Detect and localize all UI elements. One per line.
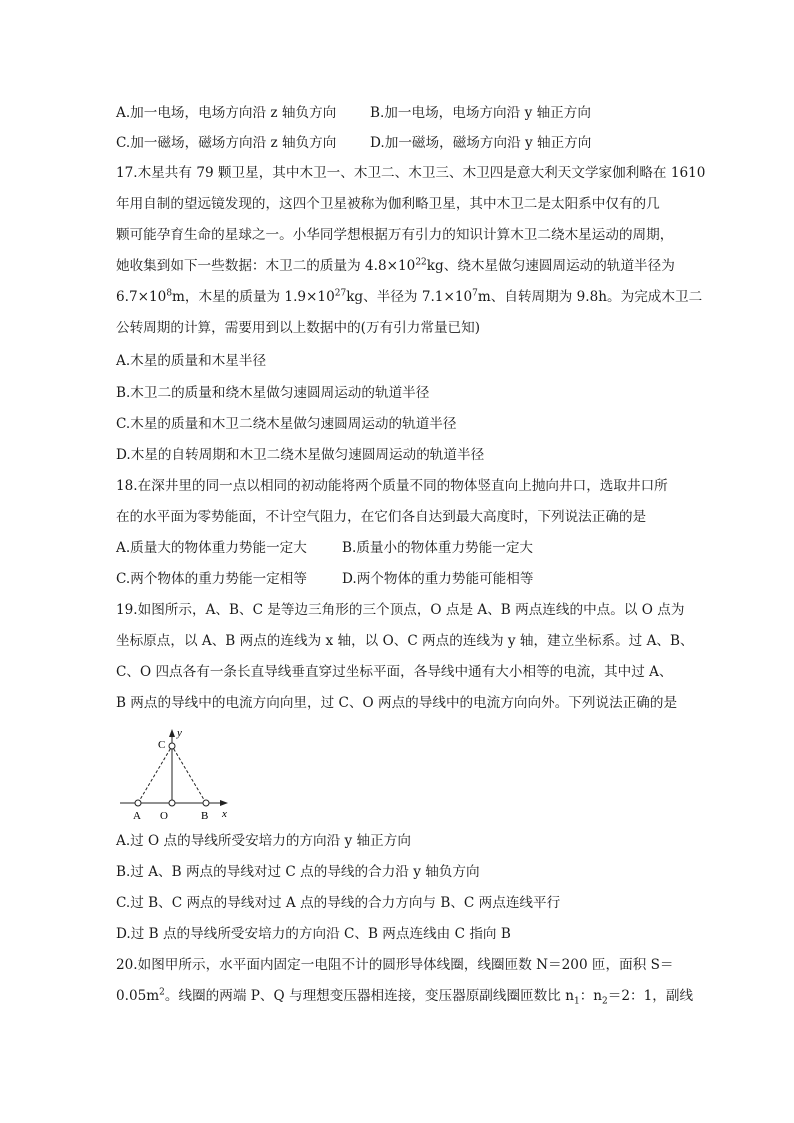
q18-option-c: C.两个物体的重力势能一定相等 [116,571,307,587]
q18-line-1: 18.在深井里的同一点以相同的初动能将两个质量不同的物体竖直向上抛向井口，选取井口所 [116,478,668,494]
q20-subscript-1: 1 [573,996,580,1007]
y-axis-arrow-icon [169,729,175,737]
q17-line-4 [116,257,675,275]
q17-line-4-text-b: kg、绕木星做匀速圆周运动的轨道半径为 [426,258,675,274]
q17-option-b: B.木卫二的质量和绕木星做匀速圆周运动的轨道半径 [116,385,430,401]
point-b-label: B [201,810,209,822]
q17-option-c: C.木星的质量和木卫二绕木星做匀速圆周运动的轨道半径 [116,416,457,432]
point-c-label: C [158,739,166,751]
q16-option-d: D.加一磁场，磁场方向沿 y 轴正方向 [370,135,592,151]
point-a-marker [135,800,141,806]
q20-line-1: 20.如图甲所示，水平面内固定一电阻不计的圆形导体线圈，线圈匝数 N＝200 匝，面积 S＝ [116,957,674,973]
q17-line-5-text-a: 6.7×10 [116,289,167,305]
q18-option-a: A.质量大的物体重力势能一定大 [116,540,307,556]
q17-option-d: D.木星的自转周期和木卫二绕木星做匀速圆周运动的轨道半径 [116,447,485,463]
q20-line-2-text-b: 。线圈的两端 P、Q 与理想变压器相连接，变压器原副线圈匝数比 n [164,988,574,1004]
q19-option-b: B.过 A、B 两点的导线对过 C 点的导线的合力沿 y 轴负方向 [116,864,480,880]
q16-option-a: A.加一电场，电场方向沿 z 轴负方向 [116,105,337,121]
q18-option-row-1 [116,539,534,557]
q17-exponent-1: 22 [415,257,427,268]
point-a-label: A [133,810,141,822]
q18-option-b: B.质量小的物体重力势能一定大 [342,540,534,556]
dashed-side-ac [138,746,172,803]
point-o-marker [169,800,175,806]
q19-option-d: D.过 B 点的导线所受安培力的方向沿 C、B 两点连线由 C 指向 B [116,926,511,942]
q19-line-2: 坐标原点，以 A、B 两点的连线为 x 轴，以 O、C 两点的连线为 y 轴，建立坐标系。过 A、B、 [116,633,694,649]
q19-line-3: C、O 四点各有一条长直导线垂直穿过坐标平面，各导线中通有大小相等的电流，其中过 A、 [116,664,673,680]
q17-line-4-text-a: 她收集到如下一些数据：木卫二的质量为 4.8×10 [116,258,416,274]
q17-line-2: 年用自制的望远镜发现的，这四个卫星被称为伽利略卫星，其中木卫二是太阳系中仅有的几 [116,196,660,212]
x-axis-arrow-icon [220,800,228,806]
q17-line-1: 17.木星共有 79 颗卫星，其中木卫一、木卫二、木卫三、木卫四是意大利天文学家伽利略在 1610 [116,165,706,181]
q19-coordinate-figure [116,724,236,824]
q20-line-2-text-a: 0.05m [116,988,160,1004]
q19-option-a: A.过 O 点的导线所受安培力的方向沿 y 轴正方向 [116,833,411,849]
q18-option-d: D.两个物体的重力势能可能相等 [342,571,534,587]
q17-line-5-text-b: m，木星的质量为 1.9×10 [172,289,335,305]
x-axis-label: x [222,808,227,820]
q17-line-5-text-c: kg、半径为 7.1×10 [346,289,473,305]
q17-exponent-3: 27 [334,288,347,299]
q17-line-3: 颗可能孕育生命的星球之一。小华同学想根据万有引力的知识计算木卫二绕木星运动的周期， [116,227,674,243]
point-o-label: O [160,810,168,822]
q18-line-2: 在的水平面为零势能面，不计空气阻力，在它们各自达到最大高度时，下列说法正确的是 [116,509,647,525]
q16-option-row-2 [116,134,592,152]
q17-line-5 [116,288,702,306]
q19-line-1: 19.如图所示，A、B、C 是等边三角形的三个顶点，O 点是 A、B 两点连线的中点。以 O 点为 [116,602,685,618]
q16-option-row-1 [116,104,591,122]
q17-option-a: A.木星的质量和木星半径 [116,353,267,369]
q20-line-2-text-d: ＝2：1，副线 [607,988,694,1004]
dashed-side-bc [172,746,206,803]
q17-line-5-text-d: m、自转周期为 9.8h。为完成木卫二 [477,289,703,305]
point-c-marker [169,743,175,749]
q17-exponent-2: 8 [166,288,173,299]
q20-line-2-text-c: ：n [579,988,603,1004]
q19-option-c: C.过 B、C 两点的导线对过 A 点的导线的合力方向与 B、C 两点连线平行 [116,895,561,911]
q20-line-2 [116,987,693,1005]
q20-area-exponent: 2 [159,987,165,998]
y-axis-label: y [177,727,182,739]
q20-subscript-2: 2 [602,996,608,1007]
q17-exponent-4: 7 [472,288,478,299]
q18-option-row-2 [116,570,534,588]
q16-option-c: C.加一磁场，磁场方向沿 z 轴负方向 [116,135,337,151]
q16-option-b: B.加一电场，电场方向沿 y 轴正方向 [370,105,591,121]
point-b-marker [203,800,209,806]
q19-line-4: B 两点的导线中的电流方向向里，过 C、O 两点的导线中的电流方向向外。下列说法正确的是 [116,695,678,711]
q17-line-6: 公转周期的计算，需要用到以上数据中的(万有引力常量已知) [116,320,481,336]
